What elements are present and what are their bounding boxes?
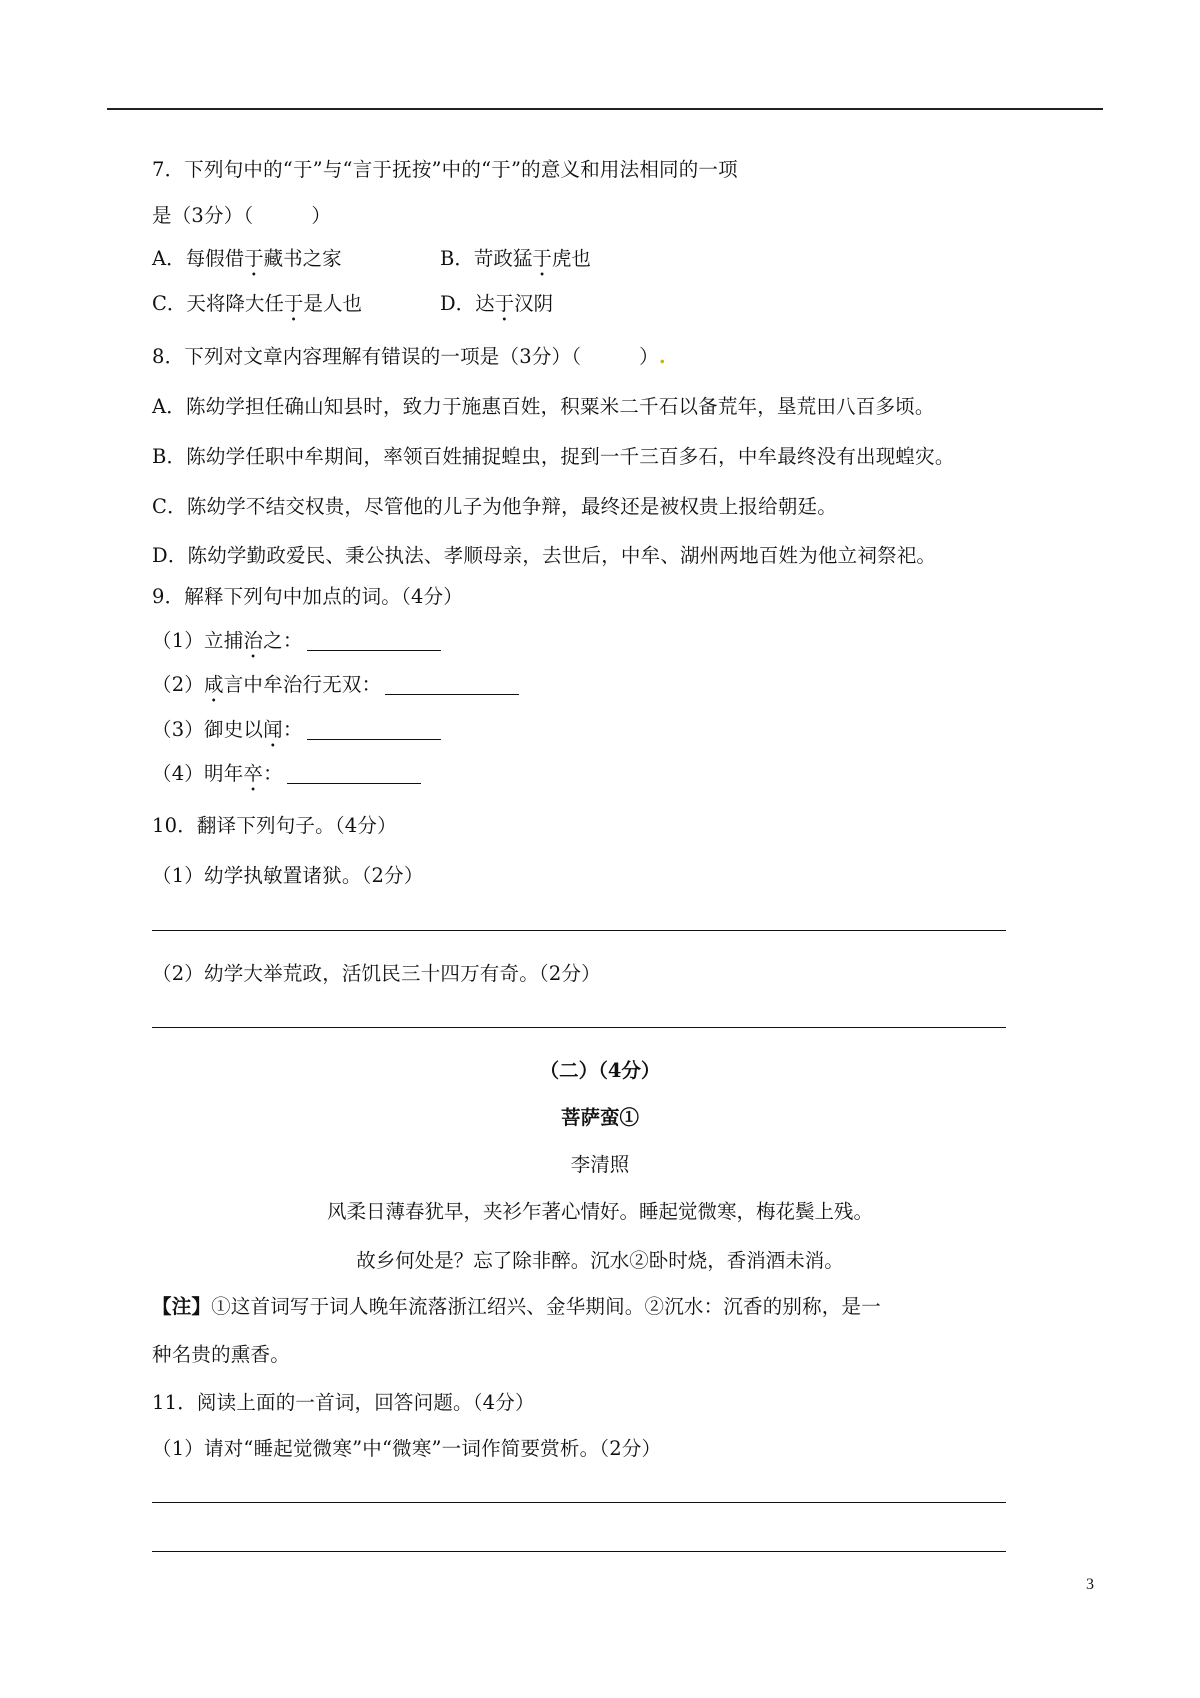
answer-line[interactable] [152,1027,1006,1028]
q10-item-2: （2）幼学大举荒政，活饥民三十四万有奇。（2分） [152,962,601,985]
q7-option-a: A．每假借于藏书之家 [152,247,342,270]
q10-item-1: （1）幼学执敏置诸狱。（2分） [152,864,424,887]
q8-option-b: B．陈幼学任职中牟期间，率领百姓捕捉蝗虫，捉到一千三百多石，中牟最终没有出现蝗灾。 [152,445,955,468]
poem-note-line-2: 种名贵的熏香。 [152,1343,290,1366]
answer-blank[interactable] [307,630,441,651]
header-rule [107,108,1103,110]
q7-stem-line1: 7．下列句中的“于”与“言于抚按”中的“于”的意义和用法相同的一项 [152,158,738,181]
q9-item-4: （4）明年卒： [152,760,421,796]
q11-item-1: （1）请对“睡起觉微寒”中“微寒”一词作简要赏析。（2分） [152,1437,662,1460]
q7-stem-line2: 是（3分）（ ） [152,204,332,227]
q8-stem: 8．下列对文章内容理解有错误的一项是（3分）（ ）. [152,345,666,368]
poem-line-2: 故乡何处是？忘了除非醉。沉水②卧时烧，香消酒未消。 [356,1249,844,1272]
answer-line[interactable] [152,1551,1006,1552]
poem-author: 李清照 [570,1153,630,1176]
page-number: 3 [1086,1576,1094,1593]
q7-option-b: B．苛政猛于虎也 [440,247,591,270]
answer-blank[interactable] [287,763,421,784]
poem-line-1: 风柔日薄春犹早，夹衫乍著心情好。睡起觉微寒，梅花鬓上残。 [326,1200,873,1223]
q10-stem: 10．翻译下列句子。（4分） [152,814,397,837]
section-heading: （二）（4分） [539,1059,661,1082]
q11-stem: 11．阅读上面的一首词，回答问题。（4分） [152,1391,535,1414]
q9-item-1: （1）立捕治之： [152,627,441,663]
q9-item-3: （3）御史以闻： [152,716,441,752]
q8-option-a: A．陈幼学担任确山知县时，致力于施惠百姓，积粟米二千石以备荒年，垦荒田八百多顷。 [152,395,935,418]
q7-option-c: C．天将降大任于是人也 [152,292,362,315]
answer-blank[interactable] [307,719,441,740]
poem-title: 菩萨蛮① [560,1106,639,1129]
answer-line[interactable] [152,1502,1006,1503]
poem-note-line-1: 【注】①这首词写于词人晚年流落浙江绍兴、金华期间。②沉水：沉香的别称，是一 [152,1295,881,1318]
answer-blank[interactable] [385,674,519,695]
q8-option-c: C．陈幼学不结交权贵，尽管他的儿子为他争辩，最终还是被权贵上报给朝廷。 [152,495,837,518]
q9-stem: 9．解释下列句中加点的词。（4分） [152,585,463,608]
q8-option-d: D．陈幼学勤政爱民、秉公执法、孝顺母亲，去世后，中牟、湖州两地百姓为他立祠祭祀。 [152,544,937,567]
q9-item-2: （2）咸言中牟治行无双： [152,671,519,707]
stray-mark: . [658,345,666,368]
q7-option-d: D．达于汉阴 [440,292,554,315]
answer-line[interactable] [152,930,1006,931]
